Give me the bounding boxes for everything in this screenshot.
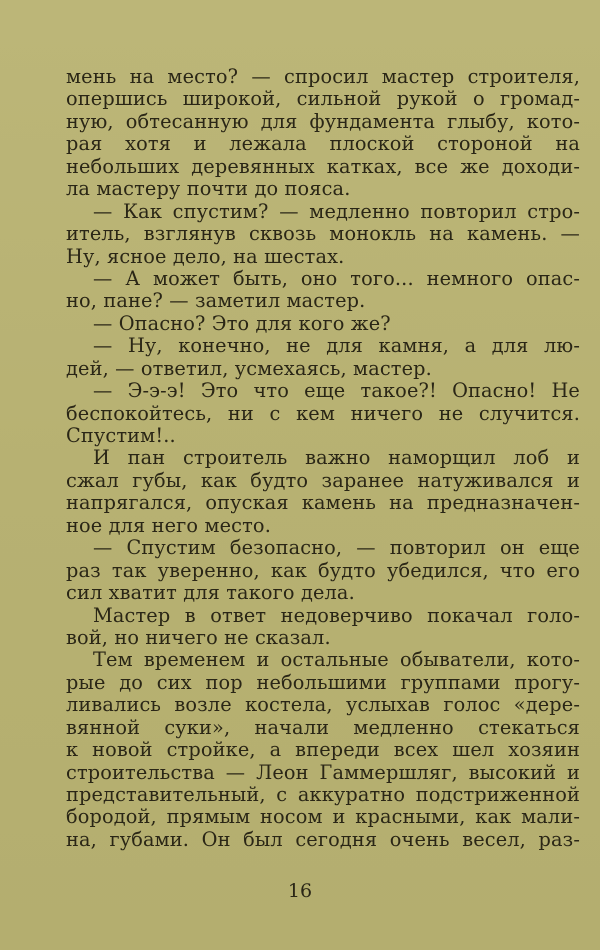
text-line: Мастер в ответ недоверчиво покачал голо-: [93, 603, 580, 627]
text-line: — Опасно? Это для кого же?: [93, 311, 391, 335]
text-line: беспокойтесь, ни с кем ничего не случится.: [66, 401, 580, 425]
body-text: [66, 66, 580, 851]
text-line: сжал губы, как будто заранее натуживался и: [66, 468, 580, 492]
text-line: напрягался, опуская камень на предназначен-: [66, 491, 580, 515]
text-line: ную, обтесанную для фундамента глыбу, кото-: [66, 109, 580, 133]
text-line: небольших деревянных катках, все же доходи-: [66, 154, 580, 178]
text-line: Ну, ясное дело, на шестах.: [66, 244, 345, 268]
text-line: рые до сих пор небольшими группами прогу-: [66, 670, 580, 694]
text-line: но, пане? — заметил мастер.: [66, 289, 366, 313]
text-line: Тем временем и остальные обыватели, кото-: [93, 648, 580, 672]
text-line: вой, но ничего не сказал.: [66, 625, 331, 649]
text-line: представительный, с аккуратно подстриженной: [66, 783, 580, 806]
text-line: ла мастеру почти до пояса.: [66, 177, 351, 201]
text-line: — Э-э-э! Это что еще такое?! Опасно! Не: [93, 379, 580, 403]
text-line: сил хватит для такого дела.: [66, 581, 355, 605]
text-line: — Спустим безопасно, — повторил он еще: [93, 536, 580, 560]
text-line: — Как спустим? — медленно повторил стро-: [93, 199, 580, 223]
text-line: мень на место? — спросил мастер строителя,: [66, 65, 580, 88]
text-line: строительства — Леон Гаммершляг, высокий и: [66, 760, 580, 784]
text-line: бородой, прямым носом и красными, как мали-: [66, 805, 580, 829]
text-line: Спустим!..: [66, 424, 176, 447]
text-line: — А может быть, оно того... немного опас-: [93, 266, 580, 290]
text-line: ное для него место.: [66, 513, 271, 537]
text-line: дей, — ответил, усмехаясь, мастер.: [66, 356, 432, 380]
text-line: раз так уверенно, как будто убедился, что его: [66, 558, 580, 582]
text-line: итель, взглянув сквозь монокль на камень. —: [66, 222, 580, 246]
text-line: ливались возле костела, услыхав голос «дере-: [66, 693, 580, 717]
text-line: вянной суки», начали медленно стекаться: [66, 715, 580, 739]
text-line: рая хотя и лежала плоской стороной на: [66, 132, 580, 156]
text-line: И пан строитель важно наморщил лоб и: [93, 446, 580, 470]
page-number: 16: [287, 880, 313, 902]
text-line: на, губами. Он был сегодня очень весел, раз-: [66, 827, 580, 851]
text-line: — Ну, конечно, не для камня, а для лю-: [93, 334, 580, 358]
text-line: опершись широкой, сильной рукой о громад-: [66, 87, 580, 111]
text-line: к новой стройке, а впереди всех шел хозяин: [66, 738, 580, 762]
